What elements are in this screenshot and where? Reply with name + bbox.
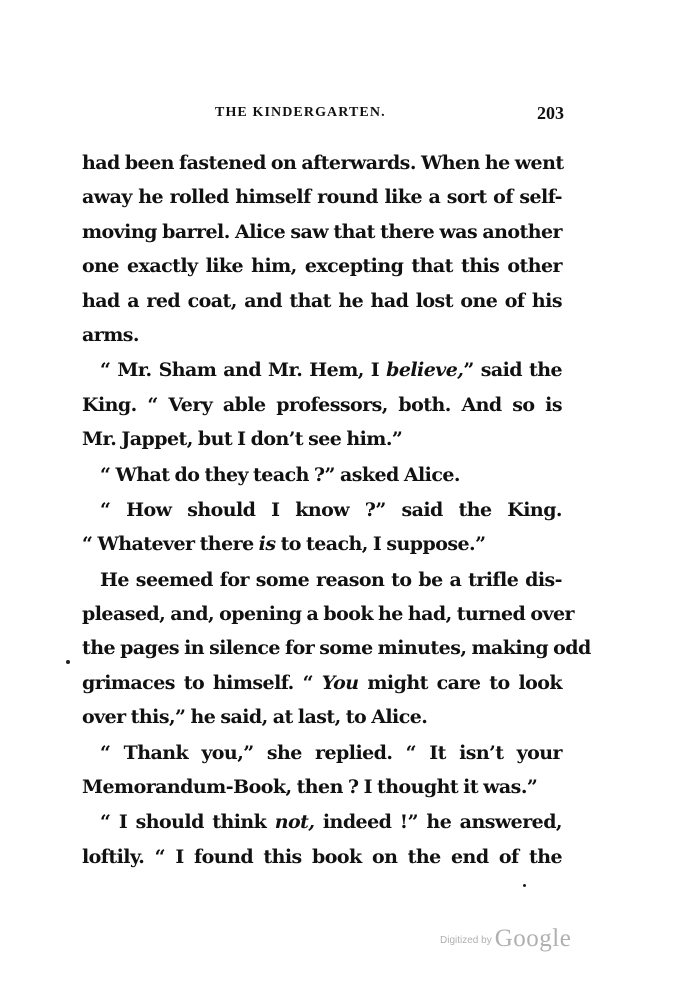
- text-line: one exactly like him, excepting that this other: [82, 255, 562, 278]
- running-title: THE KINDERGARTEN.: [215, 105, 386, 120]
- text-line: Memorandum-Book, then ? I thought it was.”: [82, 776, 538, 799]
- text-line: King. “ Very able professors, both. And so is: [82, 393, 562, 416]
- text-line: “ Thank you,” she replied. “ It isn’t your: [100, 741, 562, 764]
- text-line: moving barrel. Alice saw that there was another: [82, 220, 562, 243]
- italic-word: is: [258, 533, 276, 556]
- text-line: “ Mr. Sham and Mr. Hem, I believe,” said the: [100, 359, 562, 382]
- text-line: “ I should think not, indeed !” he answered,: [100, 811, 562, 834]
- text-line: “ What do they teach ?” asked Alice.: [100, 463, 460, 486]
- google-logo: Google: [494, 925, 572, 952]
- page-number: 203: [537, 103, 564, 123]
- body-text: [82, 146, 591, 874]
- italic-word: not,: [274, 811, 315, 834]
- text-line: away he rolled himself round like a sort of self-: [82, 186, 562, 209]
- text-line: had a red coat, and that he had lost one of his: [82, 289, 562, 312]
- text-line: loftily. “ I found this book on the end of the: [82, 845, 562, 868]
- text-line: Mr. Jappet, but I don’t see him.”: [82, 428, 403, 451]
- text-line: He seemed for some reason to be a trifle dis-: [100, 568, 562, 591]
- text-line: “ Whatever there is to teach, I suppose.”: [82, 533, 486, 556]
- text-line: had been fastened on afterwards. When he went: [82, 152, 564, 174]
- text-line: pleased, and, opening a book he had, turned over: [82, 603, 574, 626]
- text-line: grimaces to himself. “ You might care to look: [82, 671, 562, 694]
- digitized-watermark: [440, 925, 571, 953]
- text-line: arms.: [82, 323, 139, 346]
- ink-speck: [66, 660, 70, 664]
- text-line: the pages in silence for some minutes, making odd: [82, 637, 591, 660]
- text-line: over this,” he said, at last, to Alice.: [82, 706, 428, 729]
- italic-word: You: [321, 671, 359, 694]
- running-header: [82, 103, 564, 127]
- italic-word: believe,: [386, 359, 464, 382]
- watermark-prefix: Digitized by: [440, 935, 492, 946]
- ink-speck: [523, 884, 526, 887]
- text-line: “ How should I know ?” said the King.: [100, 498, 562, 521]
